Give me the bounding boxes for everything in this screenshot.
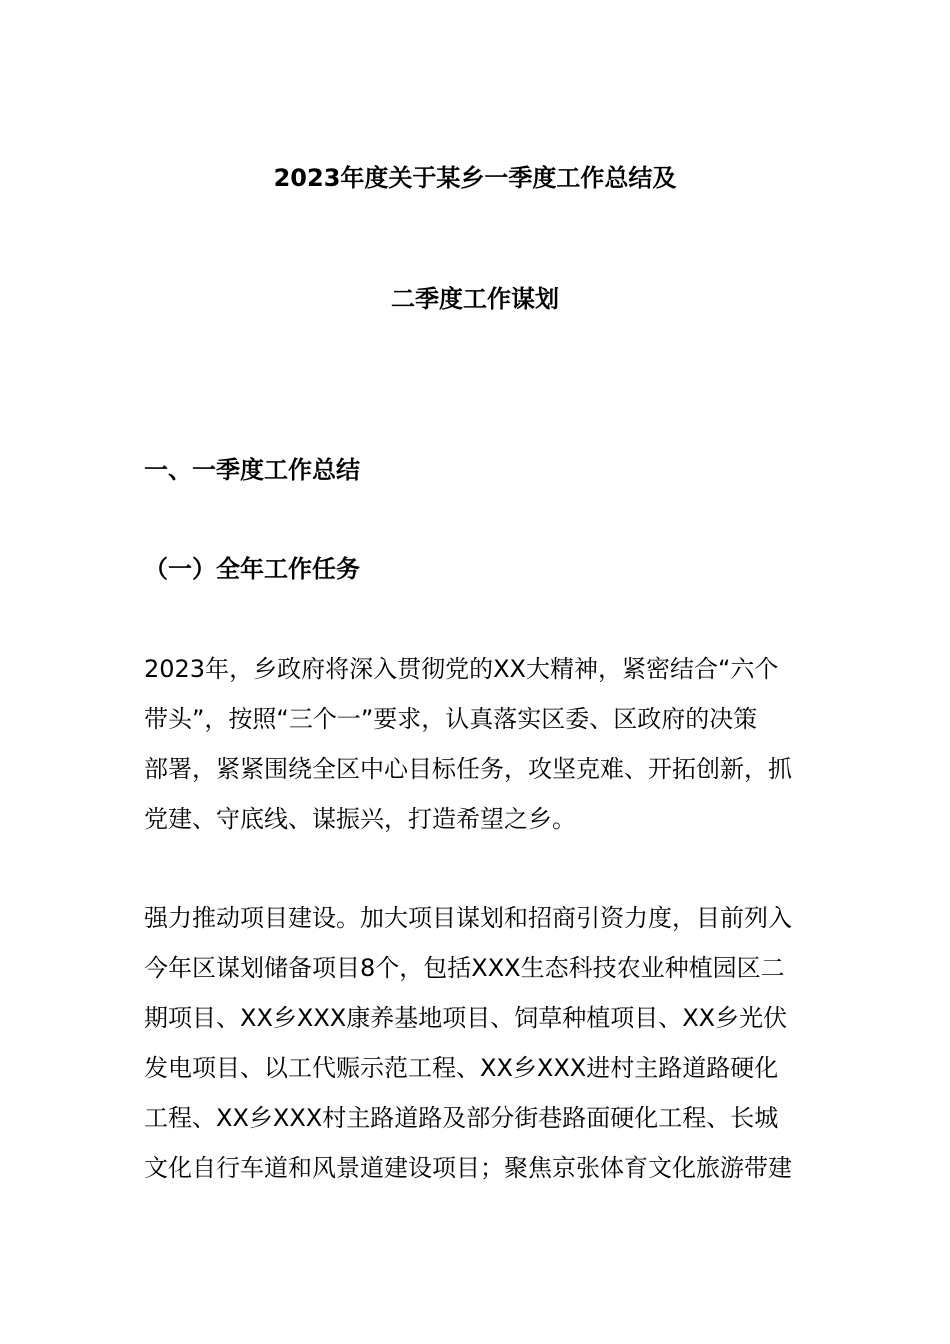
paragraph-annual-tasks: [144, 644, 808, 844]
paragraph-line: 工程、XX乡XXX村主路道路及部分街巷路面硬化工程、长城: [144, 1104, 779, 1132]
paragraph-line: 今年区谋划储备项目8个，包括XXX生态科技农业种植园区二: [144, 954, 785, 982]
paragraph-line: 2023年，乡政府将深入贯彻党的XX大精神，紧密结合“六个: [144, 655, 779, 683]
document-title-line-1: 2023年度关于某乡一季度工作总结及: [273, 164, 677, 192]
section-heading: 一、一季度工作总结: [144, 456, 360, 484]
paragraph-project-construction: [144, 893, 808, 1193]
paragraph-line: 发电项目、以工代赈示范工程、XX乡XXX进村主路道路硬化: [144, 1054, 779, 1082]
paragraph-line: 部署，紧紧围绕全区中心目标任务，攻坚克难、开拓创新，抓: [144, 755, 792, 783]
paragraph-line: 期项目、XX乡XXX康养基地项目、饲草种植项目、XX乡光伏: [144, 1004, 788, 1032]
paragraph-line: 党建、守底线、谋振兴，打造希望之乡。: [144, 805, 576, 833]
document-title-line-2: 二季度工作谋划: [391, 285, 559, 313]
paragraph-line: 强力推动项目建设。加大项目谋划和招商引资力度，目前列入: [144, 904, 792, 932]
paragraph-line: 带头”，按照“三个一”要求，认真落实区委、区政府的决策: [144, 705, 758, 733]
paragraph-line: 文化自行车道和风景道建设项目；聚焦京张体育文化旅游带建: [144, 1154, 792, 1182]
subsection-heading: （一）全年工作任务: [144, 555, 360, 583]
